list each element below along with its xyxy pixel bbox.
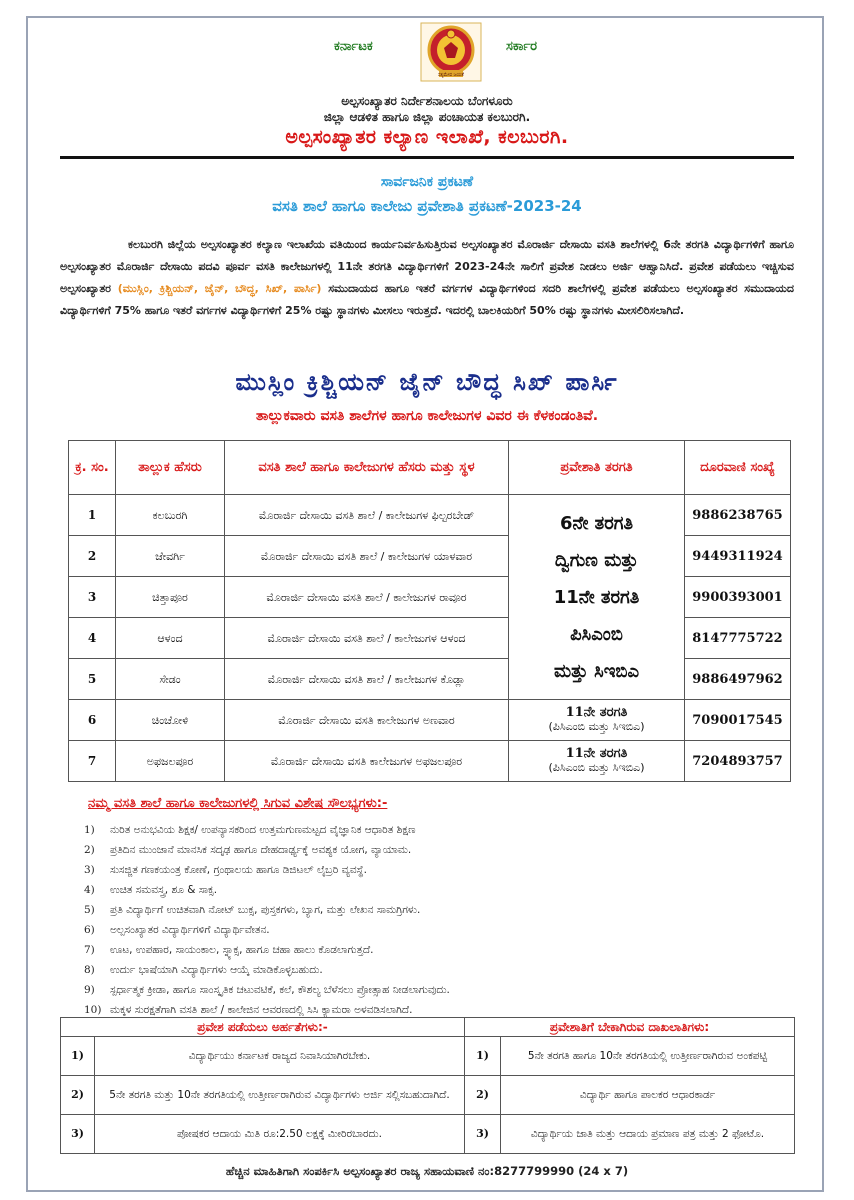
features-title-text: ನಮ್ಮ ವಸತಿ ಶಾಲೆ ಹಾಗೂ ಕಾಲೇಜುಗಳಲ್ಲಿ ಸಿಗುವ ವಿಶೇಷ ಸೌಲಭ್ಯಗಳು:- [88,796,388,811]
document-required: 5ನೇ ತರಗತಿ ಹಾಗೂ 10ನೇ ತರಗತಿಯಲ್ಲಿ ಉತ್ತೀರ್ಣರಾಗಿರುವ ಅಂಕಪಟ್ಟಿ [501,1037,795,1076]
district-line: ಜಿಲ್ಲಾ ಆಡಳಿತ ಹಾಗೂ ಜಿಲ್ಲಾ ಪಂಚಾಯತ ಕಲಬುರಗಿ. [323,110,531,124]
header-class: ಪ್ರವೇಶಾತಿ ತರಗತಿ [509,441,685,495]
row-school: ಮೊರಾರ್ಜಿ ದೇಸಾಯಿ ವಸತಿ ಶಾಲೆ / ಕಾಲೇಜುಗಳ ಕೊಡ್ಲಾ [225,659,509,700]
list-item-number: 2) [84,844,95,856]
header-phone: ದೂರವಾಣಿ ಸಂಖ್ಯೆ [685,441,791,495]
row-class-sub: (ಪಿಸಿಎಂಬಿ ಮತ್ತು ಸಿಇಬಿಎ) [548,720,645,733]
features-title [88,796,387,811]
list-item-number: 1) [84,824,95,836]
table-row [61,1115,795,1154]
row-sn: 2 [69,536,116,577]
row-taluk: ಅಫಜಲಪೂರ [116,741,225,782]
directorate-line: ಅಲ್ಪಸಂಖ್ಯಾತರ ನಿರ್ದೇಶನಾಲಯ ಬೆಂಗಳೂರು [341,94,513,108]
eligibility-right-title: ಪ್ರವೇಶಾತಿಗೆ ಬೇಕಾಗಿರುವ ದಾಖಲಾತಿಗಳು: [465,1018,795,1037]
list-item-text: ಸುಸಜ್ಜಿತ ಗಣಕಯಂತ್ರ ಕೋಣೆ, ಗ್ರಂಥಾಲಯ ಹಾಗೂ ಡಿಜಿಟಲ್ ಲೈಬ್ರರಿ ವ್ಯವಸ್ಥೆ. [110,864,367,876]
list-item-number: 4) [84,884,95,896]
document-num: 1) [465,1037,501,1076]
row-sn: 7 [69,741,116,782]
merged-class-line: ಮತ್ತು ಸಿಇಬಿಎ [553,660,640,682]
row-sn: 3 [69,577,116,618]
list-item-text: ಪ್ರತಿ ವಿದ್ಯಾರ್ಥಿಗೆ ಉಚಿತವಾಗಿ ನೋಟ್ ಬುಕ್ಸ, ಪುಸ್ತಕಗಳು, ಬ್ಯಾಗ, ಮತ್ತು ಲೇಖನ ಸಾಮಗ್ರಿಗಳು. [110,904,421,916]
row-sn: 6 [69,700,116,741]
table-row [61,1076,795,1115]
list-item-number: 7) [84,944,95,956]
helpline-footer: ಹೆಚ್ಚಿನ ಮಾಹಿತಿಗಾಗಿ ಸಂಪರ್ಕಿಸಿ ಅಲ್ಪಸಂಖ್ಯಾತರ ರಾಜ್ಯ ಸಹಾಯವಾಣಿ ನಂ:8277799990 (24 x 7) [225,1164,629,1178]
table-row [69,741,791,782]
eligibility-num: 1) [61,1037,95,1076]
eligibility-num: 3) [61,1115,95,1154]
row-school: ಮೊರಾರ್ಜಿ ದೇಸಾಯಿ ವಸತಿ ಕಾಲೇಜುಗಳ ಅಣವಾರ [225,700,509,741]
row-class-sub: (ಪಿಸಿಎಂಬಿ ಮತ್ತು ಸಿಇಬಿಎ) [548,761,645,774]
row-sn: 4 [69,618,116,659]
row-class-main: 11ನೇ ತರಗತಿ [565,746,628,761]
list-item [84,980,794,1000]
list-item [84,900,794,920]
eligibility-criterion: ಪೋಷಕರ ಆದಾಯ ಮಿತಿ ರೂ:2.50 ಲಕ್ಷಕ್ಕೆ ಮೀರಿರಬಾರದು. [95,1115,465,1154]
row-class-main: 11ನೇ ತರಗತಿ [565,705,628,720]
intro-paragraph [60,234,794,322]
list-item-text: ನುರಿತ ಅನುಭವಿಯ ಶಿಕ್ಷಕ/ ಉಪನ್ಯಾಸಕರಿಂದ ಉತ್ತಮಗುಣಮಟ್ಟದ ವೈಜ್ಞಾನಿಕ ಆಧಾರಿತ ಶಿಕ್ಷಣ [110,824,416,836]
row-taluk: ಚಿಂಚೋಳಿ [116,700,225,741]
state-name-right: ಸರ್ಕಾರ [506,39,537,54]
schools-table [68,440,791,782]
list-item [84,960,794,980]
row-class [509,700,685,741]
header-taluk: ತಾಲ್ಲುಕ ಹೆಸರು [116,441,225,495]
religions-banner: ಮುಸ್ಲಿಂ ಕ್ರಿಶ್ಚಿಯನ್ ಜೈನ್ ಬೌದ್ಧ ಸಿಖ್ ಪಾರ್ಸಿ [235,368,619,396]
list-item-text: ಪ್ರತಿದಿನ ಮುಂಜಾನೆ ಮಾನಸಿಕ ಸದೃಢ ಹಾಗೂ ದೇಹದಾರ್ಢ್ಯಕ್ಕೆ ಅವಶ್ಯಕ ಯೋಗ, ವ್ಯಾಯಾಮ. [110,844,412,856]
merged-class-line: ಪಿಸಿಎಂಬಿ [570,623,623,645]
list-item-text: ಮಕ್ಕಳ ಸುರಕ್ಷತೆಗಾಗಿ ವಸತಿ ಶಾಲೆ / ಕಾಲೇಜಿನ ಆವರಣದಲ್ಲಿ ಸಿಸಿ ಕ್ಯಾಮರಾ ಅಳವಡಿಸಲಾಗಿದೆ. [110,1004,413,1016]
list-item-number: 10) [84,1004,102,1016]
header-divider [60,156,794,159]
row-school: ಮೊರಾರ್ಜಿ ದೇಸಾಯಿ ವಸತಿ ಶಾಲೆ / ಕಾಲೇಜುಗಳ ರಾವೂರ [225,577,509,618]
row-class [509,741,685,782]
notice-title: ಸಾರ್ವಜನಿಕ ಪ್ರಕಟಣೆ [380,174,474,190]
table-caption: ತಾಲ್ಲುಕವಾರು ವಸತಿ ಶಾಲೆಗಳ ಹಾಗೂ ಕಾಲೇಜುಗಳ ವಿವರ ಈ ಕೆಳಕಂಡಂತಿವೆ. [255,408,599,424]
row-taluk: ಸೇಡಂ [116,659,225,700]
list-item-number: 9) [84,984,95,996]
list-item [84,920,794,940]
department-title: ಅಲ್ಪಸಂಖ್ಯಾತರ ಕಲ್ಯಾಣ ಇಲಾಖೆ, ಕಲಬುರಗಿ. [285,126,569,148]
list-item-text: ಉಚಿತ ಸಮವಸ್ತ್ರ, ಶೂ & ಸಾಕ್ಸ. [110,884,218,896]
notice-subtitle: ವಸತಿ ಶಾಲೆ ಹಾಗೂ ಕಾಲೇಜು ಪ್ರವೇಶಾತಿ ಪ್ರಕಟಣೆ-2023-24 [272,197,582,215]
row-taluk: ಆಳಂದ [116,618,225,659]
document-required: ವಿದ್ಯಾರ್ಥಿ ಹಾಗೂ ಪಾಲಕರ ಆಧಾರಕಾರ್ಡ [501,1076,795,1115]
row-school: ಮೊರಾರ್ಜಿ ದೇಸಾಯಿ ವಸತಿ ಶಾಲೆ / ಕಾಲೇಜುಗಳ ಯಾಳವಾರ [225,536,509,577]
eligibility-criterion: 5ನೇ ತರಗತಿ ಮತ್ತು 10ನೇ ತರಗತಿಯಲ್ಲಿ ಉತ್ತೀರ್ಣರಾಗಿರುವ ವಿದ್ಯಾರ್ಥಿಗಳು ಅರ್ಜಿ ಸಲ್ಲಿಸಬಹುದಾಗಿದೆ. [95,1076,465,1115]
merged-class-cell [509,495,685,700]
merged-class-line: 6ನೇ ತರಗತಿ [559,512,634,534]
list-item [84,840,794,860]
list-item [84,940,794,960]
karnataka-emblem-icon [420,22,482,82]
list-item-number: 3) [84,864,95,876]
header-school: ವಸತಿ ಶಾಲೆ ಹಾಗೂ ಕಾಲೇಜುಗಳ ಹೆಸರು ಮತ್ತು ಸ್ಥಳ [225,441,509,495]
list-item-text: ಉರ್ದು ಭಾಷೆಯಾಗಿ ವಿದ್ಯಾರ್ಥಿಗಳು ಆಯ್ಕೆ ಮಾಡಿಕೊಳ್ಳಬಹುದು. [110,964,323,976]
list-item-number: 5) [84,904,95,916]
row-school: ಮೊರಾರ್ಜಿ ದೇಸಾಯಿ ವಸತಿ ಶಾಲೆ / ಕಾಲೇಜುಗಳ ಆಳಂದ [225,618,509,659]
table-row [61,1037,795,1076]
state-name-left: ಕರ್ನಾಟಕ [334,39,373,54]
svg-text:ಸತ್ಯಮೇವ ಜಯತೆ: ಸತ್ಯಮೇವ ಜಯತೆ [438,73,464,78]
eligibility-criterion: ವಿದ್ಯಾರ್ಥಿಯು ಕರ್ನಾಟಕ ರಾಜ್ಯದ ನಿವಾಸಿಯಾಗಿರಬೇಕು. [95,1037,465,1076]
paragraph-part2: ಸಮುದಾಯದ ಹಾಗೂ ಇತರೆ ವರ್ಗಗಳ ವಿದ್ಯಾರ್ಥಿಗಳಿಂದ ಸದರಿ ಶಾಲೆಗಳಲ್ಲಿ ಪ್ರವೇಶ ಪಡೆಯಲು ಅಲ್ಪಸಂಖ್ಯಾತರ ಸಮುದಾಯದ ವಿದ್ಯಾರ್ಥಿಗಳಿಗೆ 75% ಹಾಗೂ ಇತರೆ ವರ್ಗಗಳ ವಿದ್ಯಾರ್ಥಿಗಳಿಗೆ 25% ರಷ್ಟು ಸ್ಥಾನಗಳು ಮೀಸಲು ಇರುತ್ತದೆ. ಇದರಲ್ಲಿ ಬಾಲಕಿಯರಿಗೆ 50% ರಷ್ಟು ಸ್ಥಾನಗಳು ಮೀಸಲಿರಿಸಲಾಗಿದೆ. [60,282,794,317]
header [0,22,854,84]
eligibility-left-title: ಪ್ರವೇಶ ಪಡೆಯಲು ಅರ್ಹತೆಗಳು:- [61,1018,465,1037]
row-sn: 5 [69,659,116,700]
table-header-row [69,441,791,495]
list-item-text: ಊಟ, ಉಪಹಾರ, ಸಾಯಂಕಾಲ, ಸ್ನ್ಯಾಕ್ಸ, ಹಾಗೂ ಚಹಾ ಹಾಲು ಕೊಡಲಾಗುತ್ತದೆ. [110,944,374,956]
paragraph-highlight: (ಮುಸ್ಲಿಂ, ಕ್ರಿಶ್ಚಿಯನ್, ಜೈನ್, ಬೌದ್ಧ, ಸಿಖ್, ಪಾರ್ಸಿ) [117,282,322,295]
table-row [69,700,791,741]
features-list [84,820,794,1020]
list-item [84,860,794,880]
list-item-text: ಸ್ಪರ್ಧಾತ್ಮಕ ಕ್ರೀಡಾ, ಹಾಗೂ ಸಾಂಸ್ಕೃತಿಕ ಚಟುವಟಿಕೆ, ಕಲೆ, ಕೌಶಲ್ಯ ಬೆಳೆಸಲು ಪ್ರೋತ್ಸಾಹ ನೀಡಲಾಗುವುದು. [110,984,450,996]
row-phone: 9886497962 [685,659,791,700]
row-taluk: ಕಲಬುರಗಿ [116,495,225,536]
list-item-number: 8) [84,964,95,976]
header-sn: ಕ್ರ. ಸಂ. [69,441,116,495]
list-item [84,820,794,840]
list-item [84,880,794,900]
merged-class-line: ದ್ವಿಗುಣ ಮತ್ತು [554,549,639,571]
row-school: ಮೊರಾರ್ಜಿ ದೇಸಾಯಿ ವಸತಿ ಶಾಲೆ / ಕಾಲೇಜುಗಳ ಫಿಲ್ಟರಬೇಡ್ [225,495,509,536]
table-row [69,495,791,536]
row-phone: 8147775722 [685,618,791,659]
row-phone: 9449311924 [685,536,791,577]
row-phone: 9900393001 [685,577,791,618]
list-item-text: ಅಲ್ಪಸಂಖ್ಯಾತರ ವಿದ್ಯಾರ್ಥಿಗಳಿಗೆ ವಿದ್ಯಾರ್ಥಿವೇತನ. [110,924,270,936]
eligibility-num: 2) [61,1076,95,1115]
row-sn: 1 [69,495,116,536]
document-num: 3) [465,1115,501,1154]
eligibility-header-row [61,1018,795,1037]
list-item-number: 6) [84,924,95,936]
document-required: ವಿದ್ಯಾರ್ಥಿಯ ಜಾತಿ ಮತ್ತು ಆದಾಯ ಪ್ರಮಾಣ ಪತ್ರ ಮತ್ತು 2 ಫೋಟೊ. [501,1115,795,1154]
row-taluk: ಜೇವರ್ಗಿ [116,536,225,577]
row-phone: 7090017545 [685,700,791,741]
eligibility-table [60,1017,795,1154]
row-taluk: ಚಿತ್ತಾಪೂರ [116,577,225,618]
row-phone: 9886238765 [685,495,791,536]
document-num: 2) [465,1076,501,1115]
row-phone: 7204893757 [685,741,791,782]
merged-class-line: 11ನೇ ತರಗತಿ [553,586,640,608]
row-school: ಮೊರಾರ್ಜಿ ದೇಸಾಯಿ ವಸತಿ ಕಾಲೇಜುಗಳ ಅಫಜಲಪೂರ [225,741,509,782]
paragraph-part1: ಕಲಬುರಗಿ ಜಿಲ್ಲೆಯ ಅಲ್ಪಸಂಖ್ಯಾತರ ಕಲ್ಯಾಣ ಇಲಾಖೆಯ ವತಿಯಿಂದ ಕಾರ್ಯನಿರ್ವಹಿಸುತ್ತಿರುವ ಅಲ್ಪಸಂಖ್ಯಾತರ ಮೊರಾರ್ಜಿ ದೇಸಾಯಿ ವಸತಿ ಶಾಲೆಗಳಲ್ಲಿ 6ನೇ ತರಗತಿ ವಿದ್ಯಾರ್ಥಿಗಳಿಗೆ ಹಾಗೂ ಅಲ್ಪಸಂಖ್ಯಾತರ ಮೊರಾರ್ಜಿ ದೇಸಾಯಿ ಪದವಿ ಪೂರ್ವ ವಸತಿ ಕಾಲೇಜುಗಳಲ್ಲಿ 11ನೇ ತರಗತಿ ವಿದ್ಯಾರ್ಥಿಗಳಿಗೆ 2023-24ನೇ ಸಾಲಿಗೆ ಪ್ರವೇಶ ನೀಡಲು ಅರ್ಜಿ ಆಹ್ವಾನಿಸಿದೆ. ಪ್ರವೇಶ ಪಡೆಯಲು ಇಚ್ಚಿಸುವ ಅಲ್ಪಸಂಖ್ಯಾತರ [60,238,794,295]
